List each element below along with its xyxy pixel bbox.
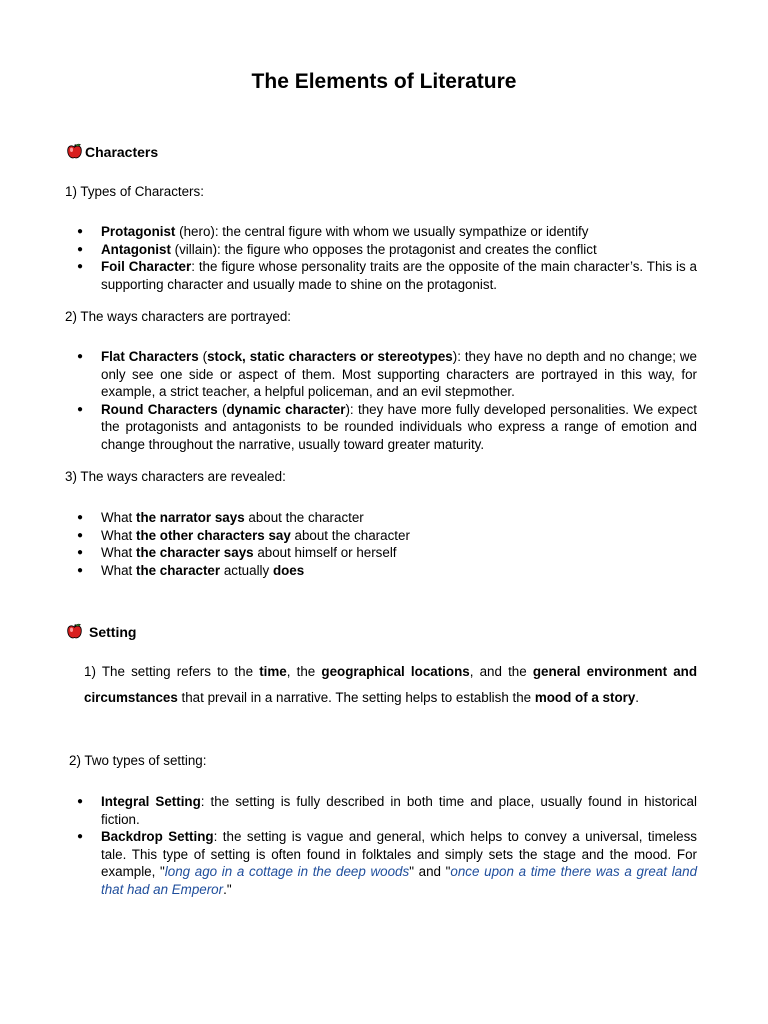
apple-icon bbox=[66, 623, 83, 640]
list-item: ● Flat Characters (stock, static characters or stereotypes): they have no depth and no change; we only see one side or aspect of them. Most supporting characters are portrayed in this way, for example, a strict teacher, a helpful policeman, and an evil stepmother. bbox=[75, 348, 697, 401]
setting-definition-paragraph: 1) The setting refers to the time, the geographical locations, and the general environment and circumstances that prevail in a narrative. The setting helps to establish the mood of a story. bbox=[84, 664, 697, 705]
list-item: ● Integral Setting: the setting is fully described in both time and place, usually found in historical fiction. bbox=[75, 793, 697, 828]
list-item: ● What the character actually does bbox=[75, 562, 697, 580]
revealed-list bbox=[75, 509, 697, 579]
setting-heading bbox=[66, 623, 136, 640]
list-item: ● Antagonist (villain): the figure who opposes the protagonist and creates the conflict bbox=[75, 241, 697, 259]
list-item: ● What the narrator says about the character bbox=[75, 509, 697, 527]
setting-heading-label: Setting bbox=[89, 623, 137, 640]
list-item: ● Round Characters (dynamic character): they have more fully developed personalities. We expect the protagonists and antagonists to be rounded individuals who express a range of emotion and change throughout the narrative, usually toward greater maturity. bbox=[75, 401, 697, 454]
characters-heading bbox=[66, 143, 158, 160]
types-of-setting-list bbox=[75, 793, 697, 898]
page-title: The Elements of Literature bbox=[251, 70, 517, 93]
list-item: ● Foil Character: the figure whose personality traits are the opposite of the main character’s. This is a supporting character and usually made to shine on the protagonist. bbox=[75, 258, 697, 293]
list-item: ● What the character says about himself or herself bbox=[75, 544, 697, 562]
types-of-characters-label: 1) Types of Characters: bbox=[65, 184, 204, 199]
list-item: ● Backdrop Setting: the setting is vague and general, which helps to convey a universal, timeless tale. This type of setting is often found in folktales and simply sets the stage and the mood. For example, "long ago in a cottage in the deep woods" and "once upon a time there was a great land that had an Emperor." bbox=[75, 828, 697, 898]
list-item: ● Protagonist (hero): the central figure with whom we usually sympathize or identify bbox=[75, 223, 697, 241]
example-phrase: long ago in a cottage in the deep woods bbox=[164, 864, 410, 879]
revealed-label: 3) The ways characters are revealed: bbox=[65, 469, 286, 484]
apple-icon bbox=[66, 143, 83, 160]
list-item: ● What the other characters say about the character bbox=[75, 527, 697, 545]
example-phrase: once upon a time there was a great land that had an Emperor bbox=[101, 864, 698, 897]
types-of-characters-list bbox=[75, 223, 697, 293]
portrayed-label: 2) The ways characters are portrayed: bbox=[65, 309, 292, 324]
characters-heading-label: Characters bbox=[85, 143, 159, 160]
portrayed-list bbox=[75, 348, 697, 453]
types-of-setting-label: 2) Two types of setting: bbox=[69, 753, 207, 768]
